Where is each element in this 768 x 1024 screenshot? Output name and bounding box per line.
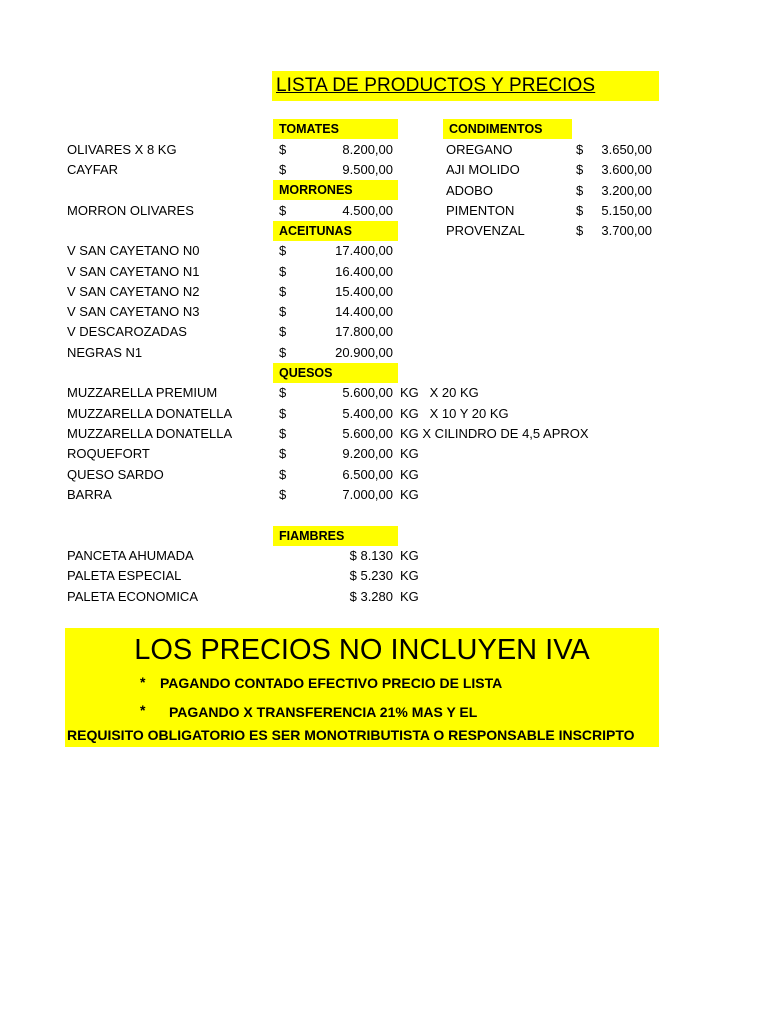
condimento-name: ADOBO <box>446 183 493 198</box>
currency-symbol: $ <box>576 142 584 157</box>
condimento-price: 3.700,00 <box>601 223 652 238</box>
currency-symbol: $ <box>279 467 287 482</box>
product-price: 8.200,00 <box>342 142 393 157</box>
notice-line-requirement: REQUISITO OBLIGATORIO ES SER MONOTRIBUTISTA O RESPONSABLE INSCRIPTO <box>67 727 635 743</box>
notice-title: LOS PRECIOS NO INCLUYEN IVA <box>134 634 590 666</box>
currency-symbol: $ <box>279 324 287 339</box>
currency-symbol: $ <box>279 142 287 157</box>
product-name: MORRON OLIVARES <box>67 203 194 218</box>
fiambre-unit: KG <box>400 589 419 604</box>
product-name: BARRA <box>67 487 112 502</box>
condimento-name: PIMENTON <box>446 203 515 218</box>
product-note: KG X 10 Y 20 KG <box>400 406 509 421</box>
product-name: ROQUEFORT <box>67 446 150 461</box>
product-price: 4.500,00 <box>342 203 393 218</box>
product-price: 9.500,00 <box>342 162 393 177</box>
notice-bullet-2: * <box>140 702 146 718</box>
product-price: 6.500,00 <box>342 467 393 482</box>
currency-symbol: $ <box>279 162 287 177</box>
product-price: 16.400,00 <box>335 264 393 279</box>
product-name: QUESO SARDO <box>67 467 164 482</box>
currency-symbol: $ <box>279 345 287 360</box>
fiambre-name: PALETA ESPECIAL <box>67 568 182 583</box>
currency-symbol: $ <box>279 406 287 421</box>
product-price: 14.400,00 <box>335 304 393 319</box>
header-aceitunas: ACEITUNAS <box>273 221 398 241</box>
condimento-price: 3.600,00 <box>601 162 652 177</box>
product-name: MUZZARELLA PREMIUM <box>67 385 218 400</box>
product-note: KG <box>400 487 419 502</box>
product-name: CAYFAR <box>67 162 119 177</box>
product-price: 7.000,00 <box>342 487 393 502</box>
product-price: 20.900,00 <box>335 345 393 360</box>
currency-symbol: $ <box>279 487 287 502</box>
product-price: 9.200,00 <box>342 446 393 461</box>
page-title: LISTA DE PRODUCTOS Y PRECIOS <box>276 75 596 96</box>
currency-symbol: $ <box>279 426 287 441</box>
notice-box <box>65 628 659 747</box>
fiambre-price: $ 5.230 <box>349 568 393 583</box>
condimento-name: AJI MOLIDO <box>446 162 520 177</box>
product-name: V SAN CAYETANO N3 <box>67 304 200 319</box>
fiambre-unit: KG <box>400 568 419 583</box>
currency-symbol: $ <box>576 162 584 177</box>
product-price: 17.400,00 <box>335 243 393 258</box>
product-price: 15.400,00 <box>335 284 393 299</box>
product-note: KG <box>400 467 419 482</box>
condimento-price: 3.200,00 <box>601 183 652 198</box>
currency-symbol: $ <box>279 264 287 279</box>
header-fiambres: FIAMBRES <box>273 526 398 546</box>
currency-symbol: $ <box>279 203 287 218</box>
header-quesos: QUESOS <box>273 363 398 383</box>
product-note: KG <box>400 446 419 461</box>
fiambre-price: $ 8.130 <box>349 548 393 563</box>
condimento-price: 3.650,00 <box>601 142 652 157</box>
condimento-price: 5.150,00 <box>601 203 652 218</box>
product-price: 5.600,00 <box>342 385 393 400</box>
fiambre-unit: KG <box>400 548 419 563</box>
product-name: MUZZARELLA DONATELLA <box>67 406 233 421</box>
currency-symbol: $ <box>279 385 287 400</box>
product-note: KG X CILINDRO DE 4,5 APROX <box>400 426 589 441</box>
fiambre-price: $ 3.280 <box>349 589 393 604</box>
product-price: 5.600,00 <box>342 426 393 441</box>
currency-symbol: $ <box>576 183 584 198</box>
fiambre-name: PANCETA AHUMADA <box>67 548 194 563</box>
currency-symbol: $ <box>576 203 584 218</box>
notice-line-transfer: PAGANDO X TRANSFERENCIA 21% MAS Y EL <box>169 704 478 720</box>
currency-symbol: $ <box>279 243 287 258</box>
product-name: MUZZARELLA DONATELLA <box>67 426 233 441</box>
fiambre-name: PALETA ECONOMICA <box>67 589 198 604</box>
condimento-name: PROVENZAL <box>446 223 525 238</box>
currency-symbol: $ <box>576 223 584 238</box>
notice-bullet-1: * <box>140 674 146 690</box>
product-name: V DESCAROZADAS <box>67 324 187 339</box>
condimento-name: OREGANO <box>446 142 513 157</box>
product-name: V SAN CAYETANO N1 <box>67 264 200 279</box>
product-name: V SAN CAYETANO N0 <box>67 243 200 258</box>
product-note: KG X 20 KG <box>400 385 479 400</box>
currency-symbol: $ <box>279 304 287 319</box>
currency-symbol: $ <box>279 284 287 299</box>
header-morrones: MORRONES <box>273 180 398 200</box>
product-name: NEGRAS N1 <box>67 345 143 360</box>
header-tomates: TOMATES <box>273 119 398 139</box>
product-name: V SAN CAYETANO N2 <box>67 284 200 299</box>
product-price: 5.400,00 <box>342 406 393 421</box>
product-name: OLIVARES X 8 KG <box>67 142 177 157</box>
notice-line-cash: PAGANDO CONTADO EFECTIVO PRECIO DE LISTA <box>160 675 503 691</box>
product-price: 17.800,00 <box>335 324 393 339</box>
header-condimentos: CONDIMENTOS <box>443 119 572 139</box>
currency-symbol: $ <box>279 446 287 461</box>
